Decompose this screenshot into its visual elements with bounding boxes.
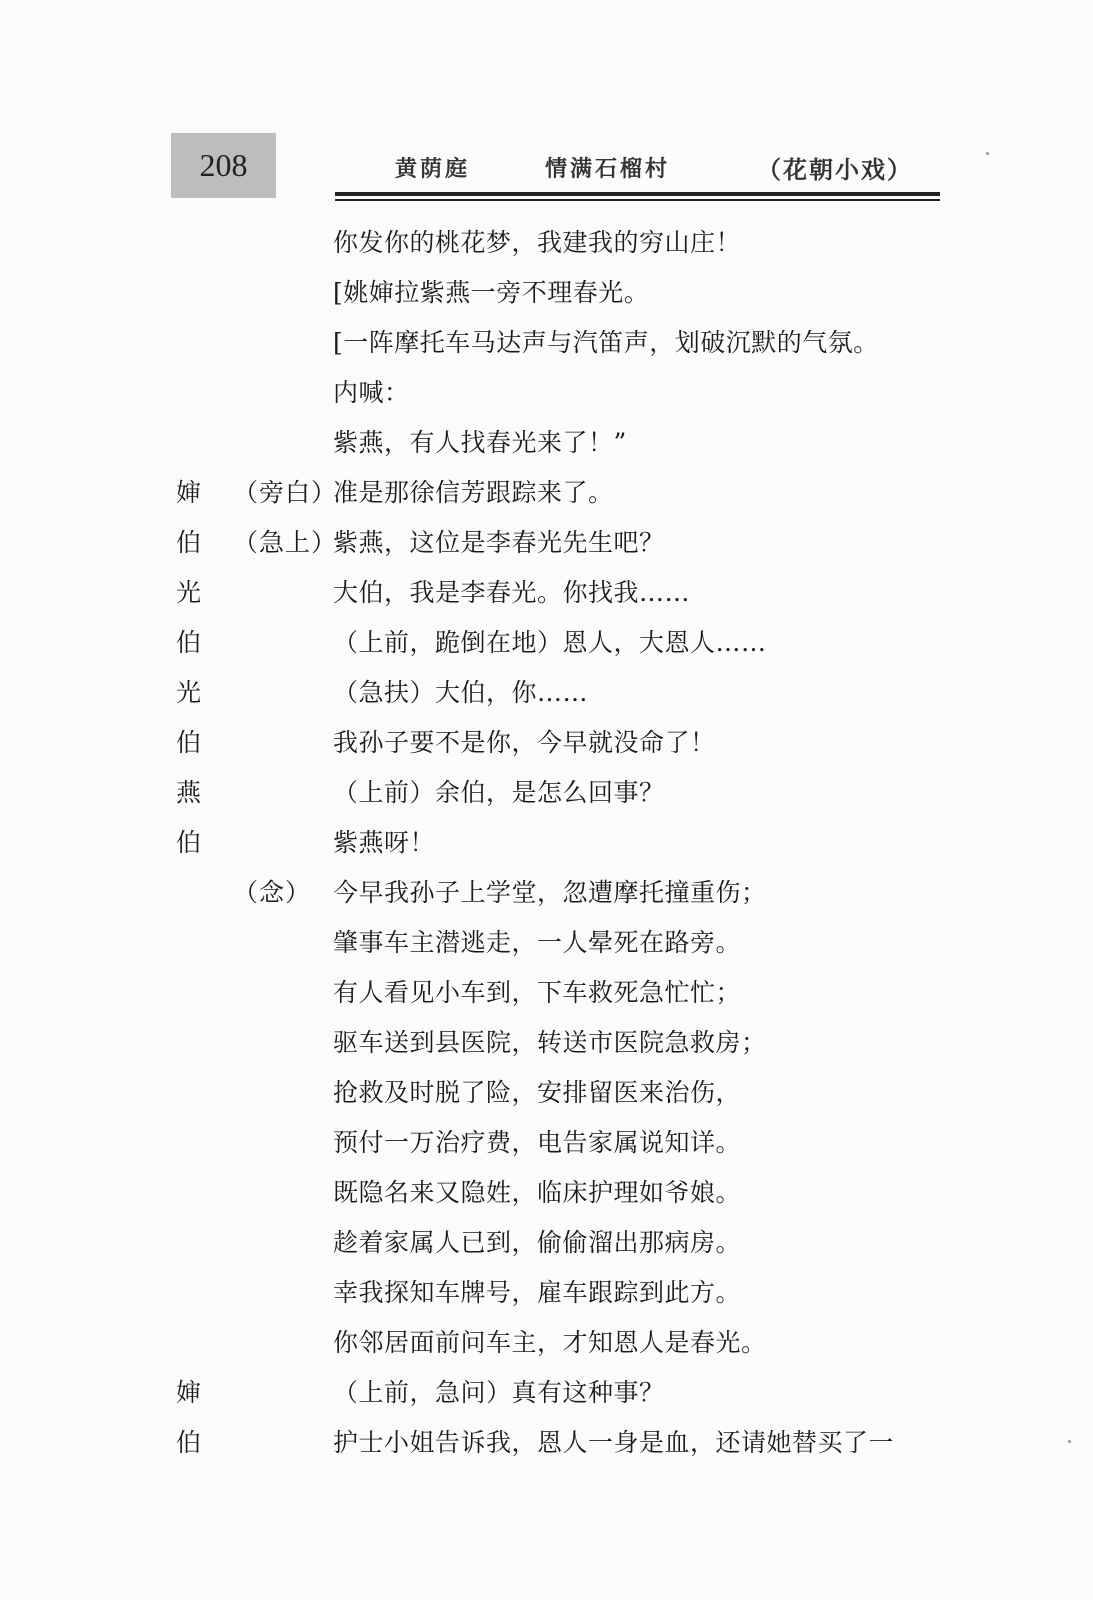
line-text: 抢救及时脱了险，安排留医来治伤， <box>333 1078 742 1107</box>
script-line <box>0 1023 1093 1063</box>
header-subtitle: （花朝小戏） <box>757 155 913 184</box>
line-text: 既隐名来又隐姓，临床护理如爷娘。 <box>333 1178 742 1207</box>
script-line <box>0 723 1093 763</box>
script-line <box>0 1223 1093 1263</box>
speaker-label: 伯 <box>176 828 202 857</box>
line-text: 准是那徐信芳跟踪来了。 <box>333 478 614 507</box>
line-text: 内喊： <box>333 378 410 407</box>
script-line <box>0 1423 1093 1463</box>
running-header <box>395 146 940 186</box>
line-text: 幸我探知车牌号，雇车跟踪到此方。 <box>333 1278 742 1307</box>
script-line <box>0 323 1093 363</box>
line-text: 趁着家属人已到，偷偷溜出那病房。 <box>333 1228 742 1257</box>
script-line <box>0 1073 1093 1113</box>
header-rule-thin <box>335 199 940 201</box>
scan-speck <box>986 152 989 155</box>
line-text: 驱车送到县医院，转送市医院急救房； <box>333 1028 767 1057</box>
line-text: 紫燕，有人找春光来了！” <box>333 428 627 457</box>
line-text: 有人看见小车到，下车救死急忙忙； <box>333 978 742 1007</box>
line-text: 我孙子要不是你，今早就没命了！ <box>333 728 716 757</box>
header-author: 黄荫庭 <box>395 156 471 182</box>
line-text: 肇事车主潜逃走，一人晕死在路旁。 <box>333 928 742 957</box>
script-line <box>0 973 1093 1013</box>
script-line <box>0 523 1093 563</box>
speaker-label: 婶 <box>176 1378 202 1407</box>
script-line <box>0 773 1093 813</box>
speaker-label: 伯 <box>176 628 202 657</box>
line-text: 今早我孙子上学堂，忽遭摩托撞重伤； <box>333 878 767 907</box>
script-line <box>0 273 1093 313</box>
line-text: 大伯，我是李春光。你找我…… <box>333 578 691 607</box>
line-text: [一阵摩托车马达声与汽笛声，划破沉默的气氛。 <box>333 328 879 357</box>
line-text: 紫燕，这位是李春光先生吧？ <box>333 528 665 557</box>
speaker-label: 婶 <box>176 478 202 507</box>
header-title: 情满石榴村 <box>545 156 671 182</box>
page-number: 208 <box>171 133 276 198</box>
speaker-label: 伯 <box>176 1428 202 1457</box>
line-text: （上前）余伯，是怎么回事？ <box>333 778 665 807</box>
line-text: 护士小姐告诉我，恩人一身是血，还请她替买了一 <box>333 1428 895 1457</box>
scan-speck <box>1068 1440 1071 1443</box>
line-text: （急扶）大伯，你…… <box>333 678 589 707</box>
stage-direction: （念） <box>233 878 312 907</box>
script-line <box>0 573 1093 613</box>
line-text: [姚婶拉紫燕一旁不理春光。 <box>333 278 650 307</box>
speaker-label: 光 <box>176 578 202 607</box>
header-rule-thick <box>335 192 940 196</box>
line-text: 紫燕呀！ <box>333 828 436 857</box>
script-line <box>0 623 1093 663</box>
line-text: （上前，跪倒在地）恩人，大恩人…… <box>333 628 767 657</box>
script-line <box>0 873 1093 913</box>
line-text: 你发你的桃花梦，我建我的穷山庄！ <box>333 228 742 257</box>
line-text: （上前，急问）真有这种事？ <box>333 1378 665 1407</box>
script-line <box>0 1123 1093 1163</box>
stage-direction: （急上） <box>233 528 338 557</box>
speaker-label: 伯 <box>176 528 202 557</box>
script-line <box>0 223 1093 263</box>
script-line <box>0 473 1093 513</box>
script-line <box>0 1173 1093 1213</box>
script-line <box>0 1323 1093 1363</box>
script-line <box>0 923 1093 963</box>
speaker-label: 燕 <box>176 778 202 807</box>
script-line <box>0 823 1093 863</box>
line-text: 你邻居面前问车主，才知恩人是春光。 <box>333 1328 767 1357</box>
script-line <box>0 423 1093 463</box>
script-line <box>0 1273 1093 1313</box>
line-text: 预付一万治疗费，电告家属说知详。 <box>333 1128 742 1157</box>
speaker-label: 伯 <box>176 728 202 757</box>
script-line <box>0 1373 1093 1413</box>
script-line <box>0 673 1093 713</box>
speaker-label: 光 <box>176 678 202 707</box>
script-line <box>0 373 1093 413</box>
stage-direction: （旁白） <box>233 478 338 507</box>
